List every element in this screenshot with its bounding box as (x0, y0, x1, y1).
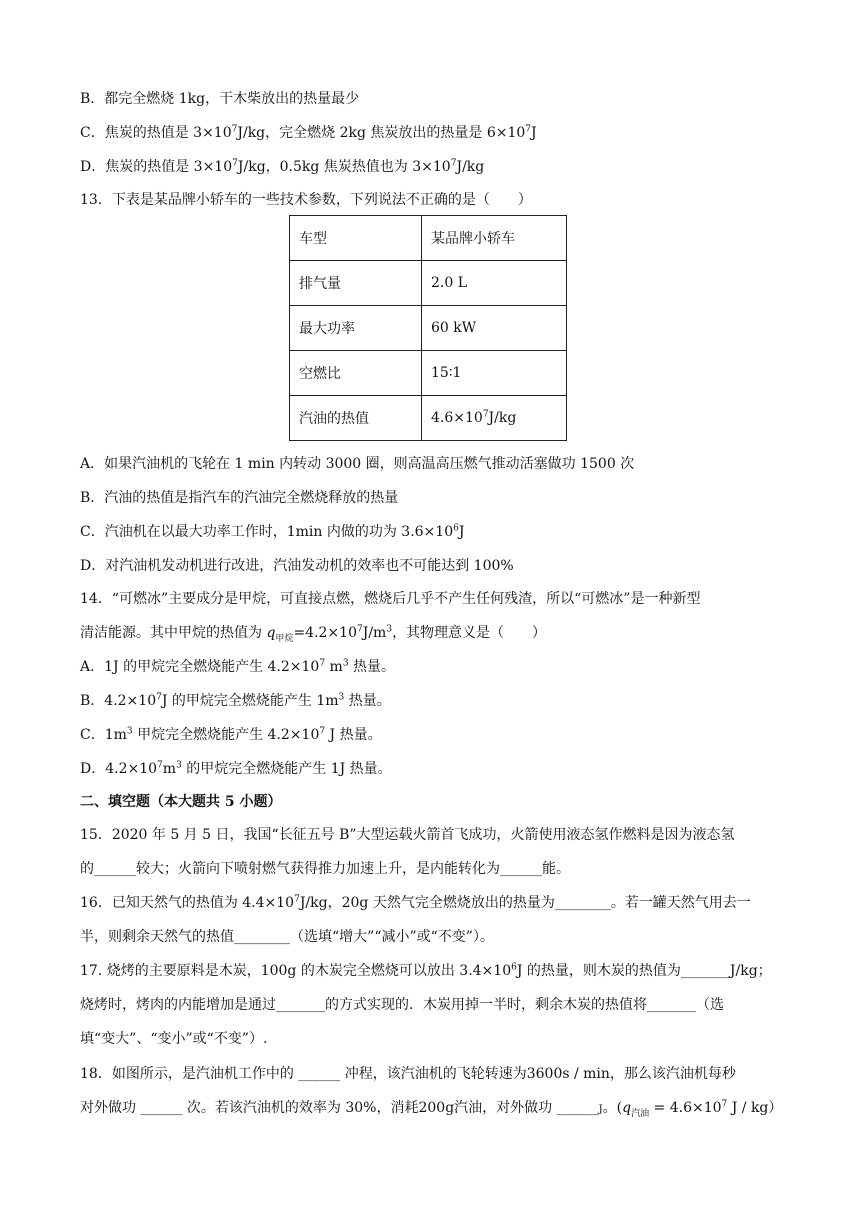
table-cell: 15∶1 (422, 351, 567, 396)
q16-line1: 16．已知天然气的热值为 $4.4\times 10^7J/kg$，20g 天然气完全燃烧放出的热量为________。若一罐天然气用去一 (80, 894, 751, 911)
q17-line3: 填“变大”、“变小”或“不变”）. (80, 1031, 268, 1047)
table-row (290, 306, 567, 351)
q12-option-d: D．焦炭的热值是 $3\times 10^7J/kg$，0.5kg 焦炭热值也为 $3\times 10^7J/kg$ (80, 158, 485, 175)
table-row (290, 216, 567, 261)
q17-line1: 17. 烧烤的主要原料是木炭，100g 的木炭完全燃烧可以放出 $3.4\times 10^6J$ 的热量，则木炭的热值为_______J/kg； (80, 962, 772, 979)
car-spec-table (289, 215, 567, 441)
q13-option-b: B．汽油的热值是指汽车的汽油完全燃烧释放的热量 (80, 490, 399, 506)
q13-option-d: D．对汽油机发动机进行改进，汽油发动机的效率也不可能达到 100% (80, 558, 514, 574)
table-cell: 车型 (290, 216, 422, 261)
q12-option-b: B．都完全燃烧 1kg，干木柴放出的热量最少 (80, 91, 360, 107)
q14-option-d: D．$4.2\times 10^7m^3$ 的甲烷完全燃烧能产生 1J 热量。 (80, 760, 392, 777)
q13-stem: 13．下表是某品牌小轿车的一些技术参数，下列说法不正确的是（ ） (80, 192, 532, 208)
q16-line2: 半，则剩余天然气的热值________（选填“增大”“减小”或“不变”）。 (80, 929, 494, 945)
table-cell: 汽油的热值 (290, 396, 422, 441)
q14-option-c: C．$1m^3$ 甲烷完全燃烧能产生 $4.2\times 10^7$ J 热量。 (80, 726, 382, 743)
table-cell: 空燃比 (290, 351, 422, 396)
table-row (290, 396, 567, 441)
q18-line1: 18．如图所示，是汽油机工作中的 ______ 冲程，该汽油机的飞轮转速为3600s / min，那么该汽油机每秒 (80, 1066, 736, 1082)
table-cell: 某品牌小轿车 (422, 216, 567, 261)
q12-option-c: C．焦炭的热值是 $3\times 10^7J/kg$，完全燃烧 2kg 焦炭放出的热量是 $6\times 10^7J$ (80, 124, 537, 141)
section-heading: 二、填空题（本大题共 5 小题） (80, 794, 282, 810)
q17-line2: 烧烤时，烤肉的内能增加是通过_______的方式实现的．木炭用掉一半时，剩余木炭的热值将_______（选 (80, 997, 724, 1013)
table-row (290, 351, 567, 396)
table-row (290, 261, 567, 306)
q13-option-c: C．汽油机在以最大功率工作时，1min 内做的功为 $3.6\times 10^6J$ (80, 523, 465, 540)
q18-line2: 对外做功 ______ 次。若该汽油机的效率为 30%，消耗200g汽油，对外做功 ______J。($q_{汽油} = 4.6\times 10^7$ J / kg） (80, 1099, 783, 1119)
table-cell: 最大功率 (290, 306, 422, 351)
table-cell: 60 kW (422, 306, 567, 351)
q14-option-a: A．1J 的甲烷完全燃烧能产生 $4.2\times 10^7$ $m^3$ 热量。 (80, 658, 395, 675)
table-cell: 排气量 (290, 261, 422, 306)
q14-stem-line2: 清洁能源。其中甲烷的热值为 $q_{甲烷}=4.2\times 10^7J/m^3$，其物理意义是（ ） (80, 624, 547, 644)
q15-line2: 的______较大；火箭向下喷射燃气获得推力加速上升，是内能转化为______能。 (80, 861, 570, 877)
q13-option-a: A．如果汽油机的飞轮在 1 min 内转动 3000 圈，则高温高压燃气推动活塞做功 1500 次 (80, 456, 635, 472)
table-cell: 2.0 L (422, 261, 567, 306)
table-cell: $4.6\times 10^7J/kg$ (422, 396, 567, 441)
q14-option-b: B．$4.2\times 10^7J$ 的甲烷完全燃烧能产生 $1m^3$ 热量。 (80, 692, 391, 709)
q14-stem-line1: 14．“可燃冰”主要成分是甲烷，可直接点燃，燃烧后几乎不产生任何残渣，所以“可燃冰”是一种新型 (80, 591, 701, 607)
q15-line1: 15．2020 年 5 月 5 日，我国“长征五号 B”大型运载火箭首飞成功，火箭使用液态氢作燃料是因为液态氢 (80, 827, 735, 843)
